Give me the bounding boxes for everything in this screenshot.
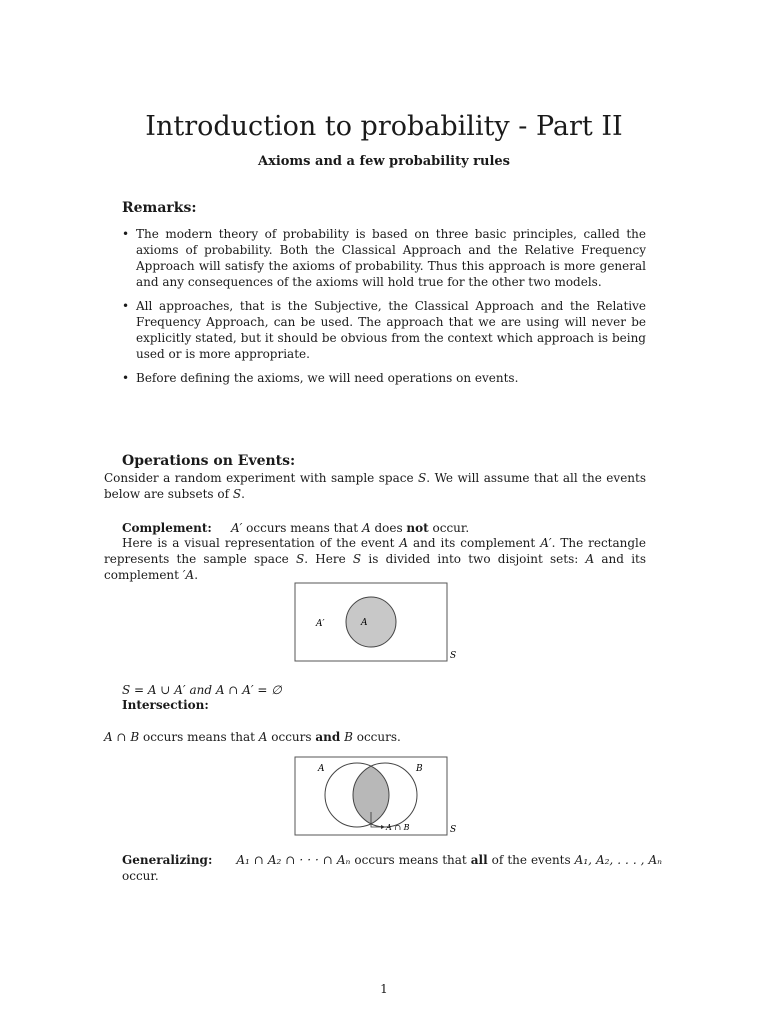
event-b-label: B — [416, 764, 423, 774]
event-a-label: A — [361, 618, 368, 628]
page-title: Introduction to probability - Part II — [145, 111, 623, 142]
event-a-circle — [346, 597, 396, 647]
generalizing-definition: Generalizing: A₁ ∩ A₂ ∩ · · · ∩ Aₙ occurs means that all of the events A₁, A₂, . . . , Aₙ occur. — [122, 853, 662, 883]
intersection-label: A ∩ B — [386, 823, 410, 832]
list-item: • Before defining the axioms, we will need operations on events. — [122, 371, 519, 385]
complement-venn-diagram — [294, 582, 464, 664]
complement-label: A′ — [316, 619, 325, 629]
sample-space-label: S — [450, 651, 457, 661]
event-a-label: A — [318, 764, 325, 774]
arrow-icon — [381, 825, 385, 829]
complement-definition: Complement: A′ occurs means that A does not occur. — [122, 521, 470, 535]
page-number: 1 — [380, 982, 388, 996]
remarks-heading: Remarks: — [122, 200, 197, 216]
sample-space-label: S — [450, 825, 457, 835]
bullet-icon: • — [122, 371, 130, 385]
complement-description: Here is a visual representation of the event A and its complement A′. The rectangle represents the sample space S. Here S is divided into two disjoint sets: A and its complement ′A. — [104, 536, 647, 582]
intersection-heading: Intersection: — [122, 698, 209, 712]
remarks-list — [122, 226, 646, 394]
complement-formula: S = A ∪ A′ and A ∩ A′ = ∅ — [122, 683, 282, 697]
operations-heading: Operations on Events: — [122, 453, 296, 469]
intersection-definition: A ∩ B occurs means that A occurs and B occurs. — [104, 730, 401, 744]
list-item: • The modern theory of probability is based on three basic principles, called the axioms of probability. Both the Classical Approach and the Relative Frequency Approach will satisfy the axioms of probability. Thus this approach is more general and any consequences of the axioms will hold true for the other two models. — [122, 227, 646, 289]
operations-intro: Consider a random experiment with sample space S. We will assume that all the events below are subsets of S. — [104, 471, 646, 501]
bullet-icon: • — [122, 227, 130, 241]
page-subtitle: Axioms and a few probability rules — [257, 154, 510, 169]
list-item: • All approaches, that is the Subjective, the Classical Approach and the Relative Frequency Approach, can be used. The approach that we are using will never be explicitly stated, but it should be obvious from the context which approach is being used or is more appropriate. — [122, 299, 646, 361]
bullet-icon: • — [122, 299, 130, 313]
intersection-venn-diagram — [294, 756, 464, 838]
